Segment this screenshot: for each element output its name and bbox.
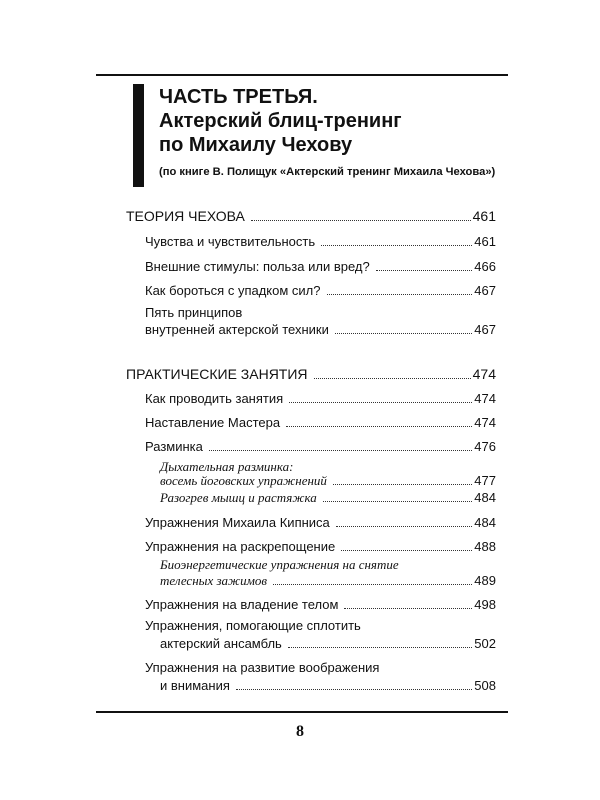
toc-entry-line1: Упражнения, помогающие сплотить — [145, 618, 361, 633]
page-number: 8 — [296, 723, 304, 740]
toc-entry-label: Внешние стимулы: польза или вред? — [145, 259, 370, 274]
toc-entry — [145, 283, 496, 299]
toc-page-number: 474 — [474, 415, 496, 430]
part-heading — [159, 85, 539, 157]
toc-page-number: 474 — [474, 391, 496, 406]
toc-entry — [145, 234, 496, 250]
toc-entry — [160, 636, 496, 652]
toc-entry-label: Разогрев мышц и растяжка — [160, 490, 317, 505]
dot-leader — [335, 333, 472, 334]
toc-page-number: 476 — [474, 439, 496, 454]
dot-leader — [236, 689, 472, 690]
toc-entry — [145, 539, 496, 555]
part-heading-line: по Михаилу Чехову — [159, 134, 353, 156]
toc-subentry-line1: Дыхательная разминка: — [160, 459, 294, 474]
dot-leader — [209, 450, 472, 451]
toc-subentry — [160, 573, 496, 589]
toc-page-number: 474 — [472, 366, 496, 382]
toc-entry-label: Как бороться с упадком сил? — [145, 283, 321, 298]
toc-entry-label: внутренней актерской техники — [145, 322, 329, 337]
toc-page-number: 461 — [472, 208, 496, 224]
toc-entry-label: восемь йоговских упражнений — [160, 473, 327, 488]
top-divider — [96, 74, 508, 76]
toc-entry-label: Упражнения Михаила Кипниса — [145, 515, 330, 530]
toc-section-theory — [126, 208, 496, 224]
toc-page-number: 467 — [474, 283, 496, 298]
dot-leader — [321, 245, 472, 246]
toc-entry — [145, 415, 496, 431]
toc-entry — [145, 515, 496, 531]
toc-entry — [145, 391, 496, 407]
toc-page-number: 484 — [474, 490, 496, 505]
toc-entry-label: Упражнения на владение телом — [145, 597, 339, 612]
toc-entry-label: актерский ансамбль — [160, 636, 282, 651]
title-accent-bar — [133, 84, 144, 187]
toc-section-label: ТЕОРИЯ ЧЕХОВА — [126, 208, 245, 224]
toc-page-number: 498 — [474, 597, 496, 612]
toc-page-number: 466 — [474, 259, 496, 274]
toc-entry-label: Как проводить занятия — [145, 391, 284, 406]
dot-leader — [341, 550, 472, 551]
dot-leader — [333, 484, 472, 485]
toc-entry-label: и внимания — [160, 678, 230, 693]
toc-section-label: ПРАКТИЧЕСКИЕ ЗАНЯТИЯ — [126, 366, 308, 382]
dot-leader — [376, 270, 473, 271]
toc-page-number: 488 — [474, 539, 496, 554]
toc-section-practice — [126, 366, 496, 382]
toc-subentry — [160, 490, 496, 506]
toc-entry — [145, 322, 496, 338]
toc-entry-line1: Пять принципов — [145, 305, 243, 320]
toc-subentry-line1: Биоэнергетические упражнения на снятие — [160, 557, 399, 572]
bottom-divider — [96, 711, 508, 713]
toc-entry — [145, 259, 496, 275]
toc-page-number: 484 — [474, 515, 496, 530]
toc-entry-label: Чувства и чувствительность — [145, 234, 316, 249]
toc-entry — [160, 678, 496, 694]
toc-page-number: 508 — [474, 678, 496, 693]
dot-leader — [273, 584, 472, 585]
toc-page-number: 489 — [474, 573, 496, 588]
dot-leader — [251, 220, 471, 221]
toc-entry-line1: Упражнения на развитие воображения — [145, 660, 380, 675]
dot-leader — [286, 426, 472, 427]
toc-entry-label: телесных зажимов — [160, 573, 268, 588]
dot-leader — [336, 526, 473, 527]
toc-subentry — [160, 473, 496, 489]
part-source-note: (по книге В. Полищук «Актерский тренинг Михаила Чехова») — [159, 166, 496, 178]
toc-page-number: 467 — [474, 322, 496, 337]
toc-page-number: 502 — [474, 636, 496, 651]
dot-leader — [288, 647, 472, 648]
toc-entry-label: Наставление Мастера — [145, 415, 281, 430]
part-heading-line: ЧАСТЬ ТРЕТЬЯ. — [159, 86, 318, 108]
dot-leader — [289, 402, 472, 403]
dot-leader — [327, 294, 473, 295]
toc-page-number: 477 — [474, 473, 496, 488]
toc-entry — [145, 439, 496, 455]
part-heading-line: Актерский блиц-тренинг — [159, 110, 402, 132]
dot-leader — [323, 501, 473, 502]
dot-leader — [344, 608, 472, 609]
dot-leader — [314, 378, 471, 379]
toc-page-number: 461 — [474, 234, 496, 249]
toc-entry — [145, 597, 496, 613]
toc-entry-label: Упражнения на раскрепощение — [145, 539, 336, 554]
toc-entry-label: Разминка — [145, 439, 203, 454]
